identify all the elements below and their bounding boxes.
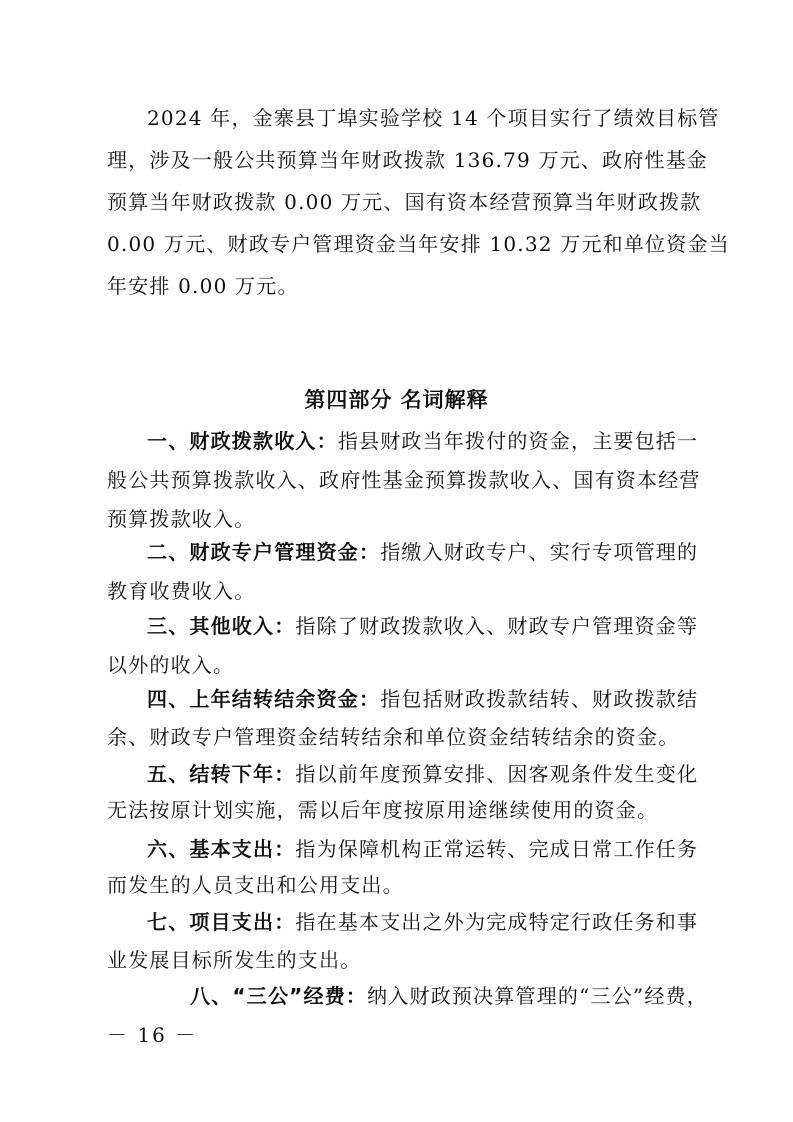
definition-term: 四、上年结转结余资金：: [147, 687, 381, 711]
definition-term: 八、“三公”经费：: [190, 984, 368, 1008]
definition-continuation: 以外的收入。: [107, 653, 235, 677]
intro-line-5: 年安排 0.00 万元。: [107, 274, 299, 298]
definition-item-3: [147, 612, 697, 640]
definition-text: 指以前年度预算安排、因客观条件发生变化: [295, 762, 699, 786]
definition-item-2: [147, 538, 697, 566]
definition-text: 指除了财政拨款收入、财政专户管理资金等: [295, 614, 699, 638]
intro-line-1: 2024 年，金寨县丁埠实验学校 14 个项目实行了绩效目标管: [147, 106, 720, 130]
definition-continuation: 而发生的人员支出和公用支出。: [107, 873, 404, 897]
definition-term: 三、其他收入：: [147, 614, 296, 638]
intro-line-4: 0.00 万元、财政专户管理资金当年安排 10.32 万元和单位资金当: [107, 232, 730, 256]
definition-item-4: [147, 685, 697, 713]
definition-continuation: 预算拨款收入。: [107, 507, 256, 531]
definition-text: 指县财政当年拨付的资金，主要包括一: [337, 429, 699, 453]
intro-line-2: 理，涉及一般公共预算当年财政拨款 136.79 万元、政府性基金: [107, 148, 709, 172]
definition-continuation: 教育收费收入。: [107, 579, 256, 603]
definition-item-7: [147, 908, 697, 936]
definition-term: 一、财政拨款收入：: [147, 429, 338, 453]
definition-continuation: 业发展目标所发生的支出。: [107, 948, 362, 972]
page-number: － 16 －: [107, 1023, 198, 1047]
definition-term: 六、基本支出：: [147, 837, 296, 861]
intro-line-3: 预算当年财政拨款 0.00 万元、国有资本经营预算当年财政拨款: [107, 190, 702, 214]
definition-text: 纳入财政预决算管理的“三公”经费，: [367, 984, 708, 1008]
definition-text: 指包括财政拨款结转、财政拨款结: [380, 687, 699, 711]
definition-term: 五、结转下年：: [147, 762, 296, 786]
definition-term: 二、财政专户管理资金：: [147, 540, 381, 564]
definition-continuation: 余、财政专户管理资金结转结余和单位资金结转结余的资金。: [107, 725, 680, 749]
definition-item-6: [147, 835, 697, 863]
definition-term: 七、项目支出：: [147, 910, 296, 934]
definition-continuation: 无法按原计划实施，需以后年度按原用途继续使用的资金。: [107, 798, 659, 822]
definition-item-1: [147, 427, 697, 455]
definition-text: 指在基本支出之外为完成特定行政任务和事: [295, 910, 699, 934]
definition-item-8: [190, 982, 708, 1010]
definition-item-5: [147, 760, 697, 788]
section-title: 第四部分 名词解释: [304, 388, 489, 412]
definition-text: 指缴入财政专户、实行专项管理的: [380, 540, 699, 564]
definition-text: 指为保障机构正常运转、完成日常工作任务: [295, 837, 699, 861]
definition-continuation: 般公共预算拨款收入、政府性基金预算拨款收入、国有资本经营: [107, 468, 701, 492]
